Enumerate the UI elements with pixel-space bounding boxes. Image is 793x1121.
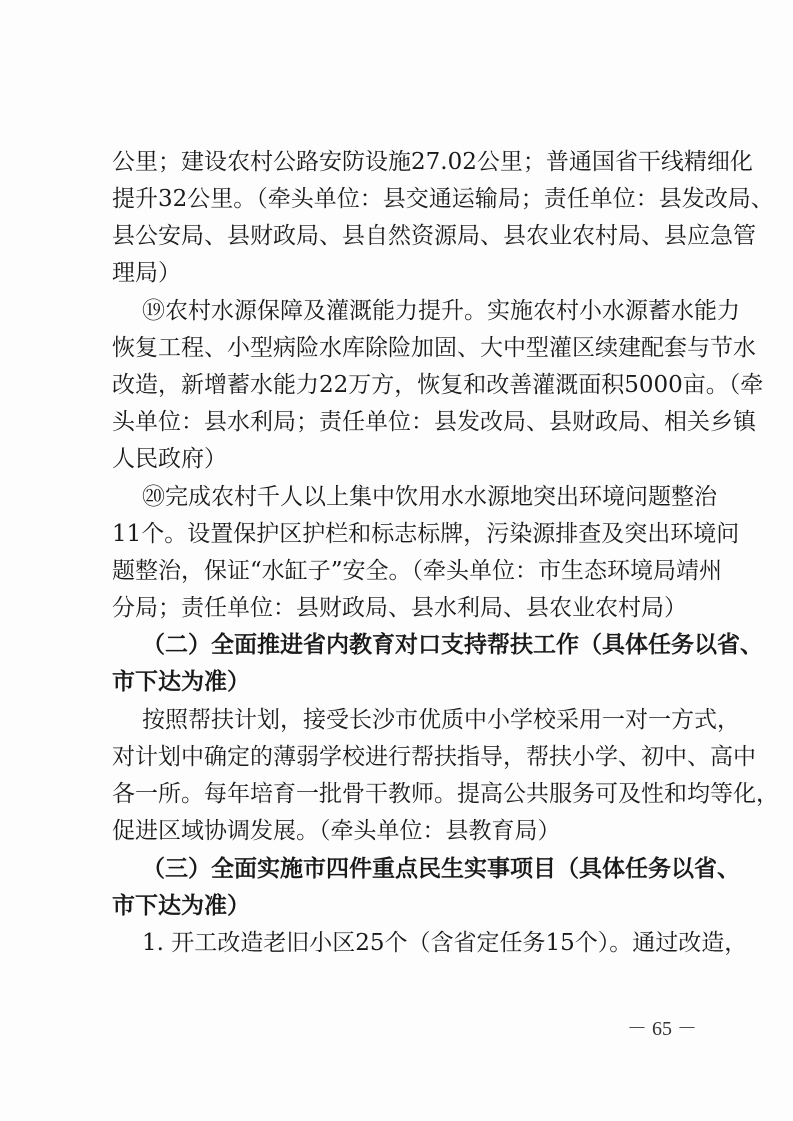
paragraph-item-19-start: ⑲农村水源保障及灌溉能力提升。实施农村小水源蓄水能力 [142, 298, 740, 324]
text-line: 改造，新增蓄水能力22万方，恢复和改善灌溉面积5000亩。（牵 [112, 372, 764, 398]
section-heading-2-cont: 市下达为准） [112, 669, 250, 695]
text-line: 分局；责任单位：县财政局、县水利局、县农业农村局） [112, 595, 687, 621]
text-line: 公里；建设农村公路安防设施27.02公里；普通国省干线精细化 [112, 149, 753, 175]
text-line: 提升32公里。（牵头单位：县交通运输局；责任单位：县发改局、 [112, 186, 774, 212]
paragraph-item-20-start: ⑳完成农村千人以上集中饮用水水源地突出环境问题整治 [142, 484, 717, 510]
text-line: 头单位：县水利局；责任单位：县发改局、县财政局、相关乡镇 [112, 409, 756, 435]
section-heading-2: （二）全面推进省内教育对口支持帮扶工作（具体任务以省、 [142, 632, 763, 658]
text-line: 恢复工程、小型病险水库除险加固、大中型灌区续建配套与节水 [112, 335, 756, 361]
text-line: 促进区域协调发展。（牵头单位：县教育局） [112, 818, 561, 844]
paragraph-start: 按照帮扶计划，接受长沙市优质中小学校采用一对一方式， [142, 707, 740, 733]
page-number: － 65 － [627, 1018, 697, 1040]
text-line: 对计划中确定的薄弱学校进行帮扶指导，帮扶小学、初中、高中 [112, 744, 756, 770]
section-heading-3-cont: 市下达为准） [112, 893, 250, 919]
text-line: 各一所。每年培育一批骨干教师。提高公共服务可及性和均等化， [112, 781, 779, 807]
text-line: 县公安局、县财政局、县自然资源局、县农业农村局、县应急管 [112, 223, 756, 249]
text-line: 人民政府） [112, 446, 227, 472]
text-line: 题整治，保证“水缸子”安全。（牵头单位：市生态环境局靖州 [112, 558, 723, 584]
section-heading-3: （三）全面实施市四件重点民生实事项目（具体任务以省、 [142, 856, 740, 882]
text-line: 11个。设置保护区护栏和标志标牌，污染源排查及突出环境问 [112, 521, 740, 547]
numbered-item-1: 1. 开工改造老旧小区25个（含省定任务15个）。通过改造， [142, 930, 748, 956]
text-line: 理局） [112, 260, 181, 286]
